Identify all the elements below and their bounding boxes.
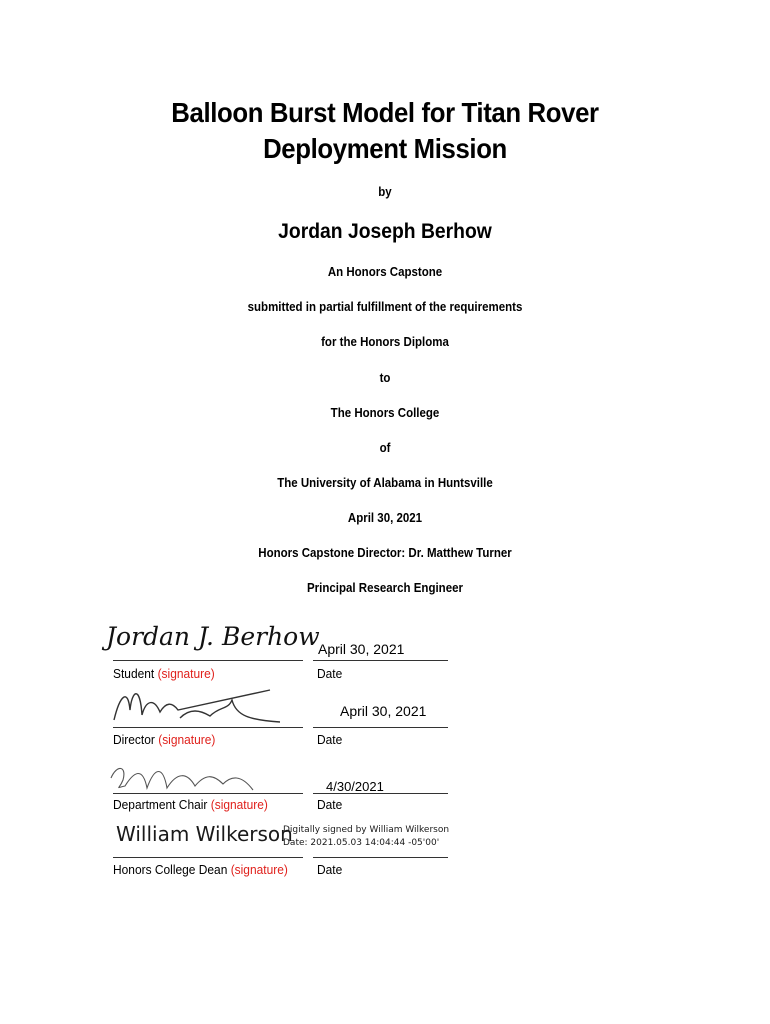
dean-signature-line <box>113 857 303 858</box>
body-line-capstone: An Honors Capstone <box>327 265 443 279</box>
student-signature-line <box>113 660 303 661</box>
body-line-engineer: Principal Research Engineer <box>307 581 463 595</box>
document-title-line-2: Deployment Mission <box>263 133 507 164</box>
dean-label: Honors College Dean (signature) <box>113 862 288 877</box>
director-date-label: Date <box>317 732 343 747</box>
director-label: Director (signature) <box>113 732 216 747</box>
dean-digital-signature-date: Date: 2021.05.03 14:04:44 -05'00' <box>283 838 440 848</box>
student-date-value: April 30, 2021 <box>318 641 405 657</box>
body-line-to: to <box>379 371 391 385</box>
body-line-diploma: for the Honors Diploma <box>321 335 449 349</box>
director-date-line <box>313 727 448 728</box>
student-label: Student (signature) <box>113 666 215 681</box>
by-text: by <box>378 185 392 199</box>
body-line-fulfillment: submitted in partial fulfillment of the requirements <box>247 300 523 314</box>
chair-date-label: Date <box>317 797 343 812</box>
chair-date-line <box>313 793 448 794</box>
dean-date-line <box>313 857 448 858</box>
body-line-of: of <box>379 441 391 455</box>
student-date-label: Date <box>317 666 343 681</box>
chair-label: Department Chair (signature) <box>113 797 268 812</box>
author-name: Jordan Joseph Berhow <box>278 220 492 243</box>
director-date-value: April 30, 2021 <box>340 703 427 719</box>
chair-date-value: 4/30/2021 <box>326 779 384 794</box>
body-line-college: The Honors College <box>330 406 440 420</box>
dean-date-label: Date <box>317 862 343 877</box>
student-date-line <box>313 660 448 661</box>
body-line-director: Honors Capstone Director: Dr. Matthew Turner <box>258 546 512 560</box>
dean-digital-signature-note: Digitally signed by William Wilkerson <box>283 825 450 835</box>
dean-digital-signature-name: William Wilkerson <box>116 822 293 846</box>
body-line-university: The University of Alabama in Huntsville <box>277 476 493 490</box>
director-signature-line <box>113 727 303 728</box>
document-title-line-1: Balloon Burst Model for Titan Rover <box>171 97 599 128</box>
body-line-date: April 30, 2021 <box>347 511 423 525</box>
chair-signature-line <box>113 793 303 794</box>
student-signature-image: Jordan J. Berhow <box>106 622 320 651</box>
